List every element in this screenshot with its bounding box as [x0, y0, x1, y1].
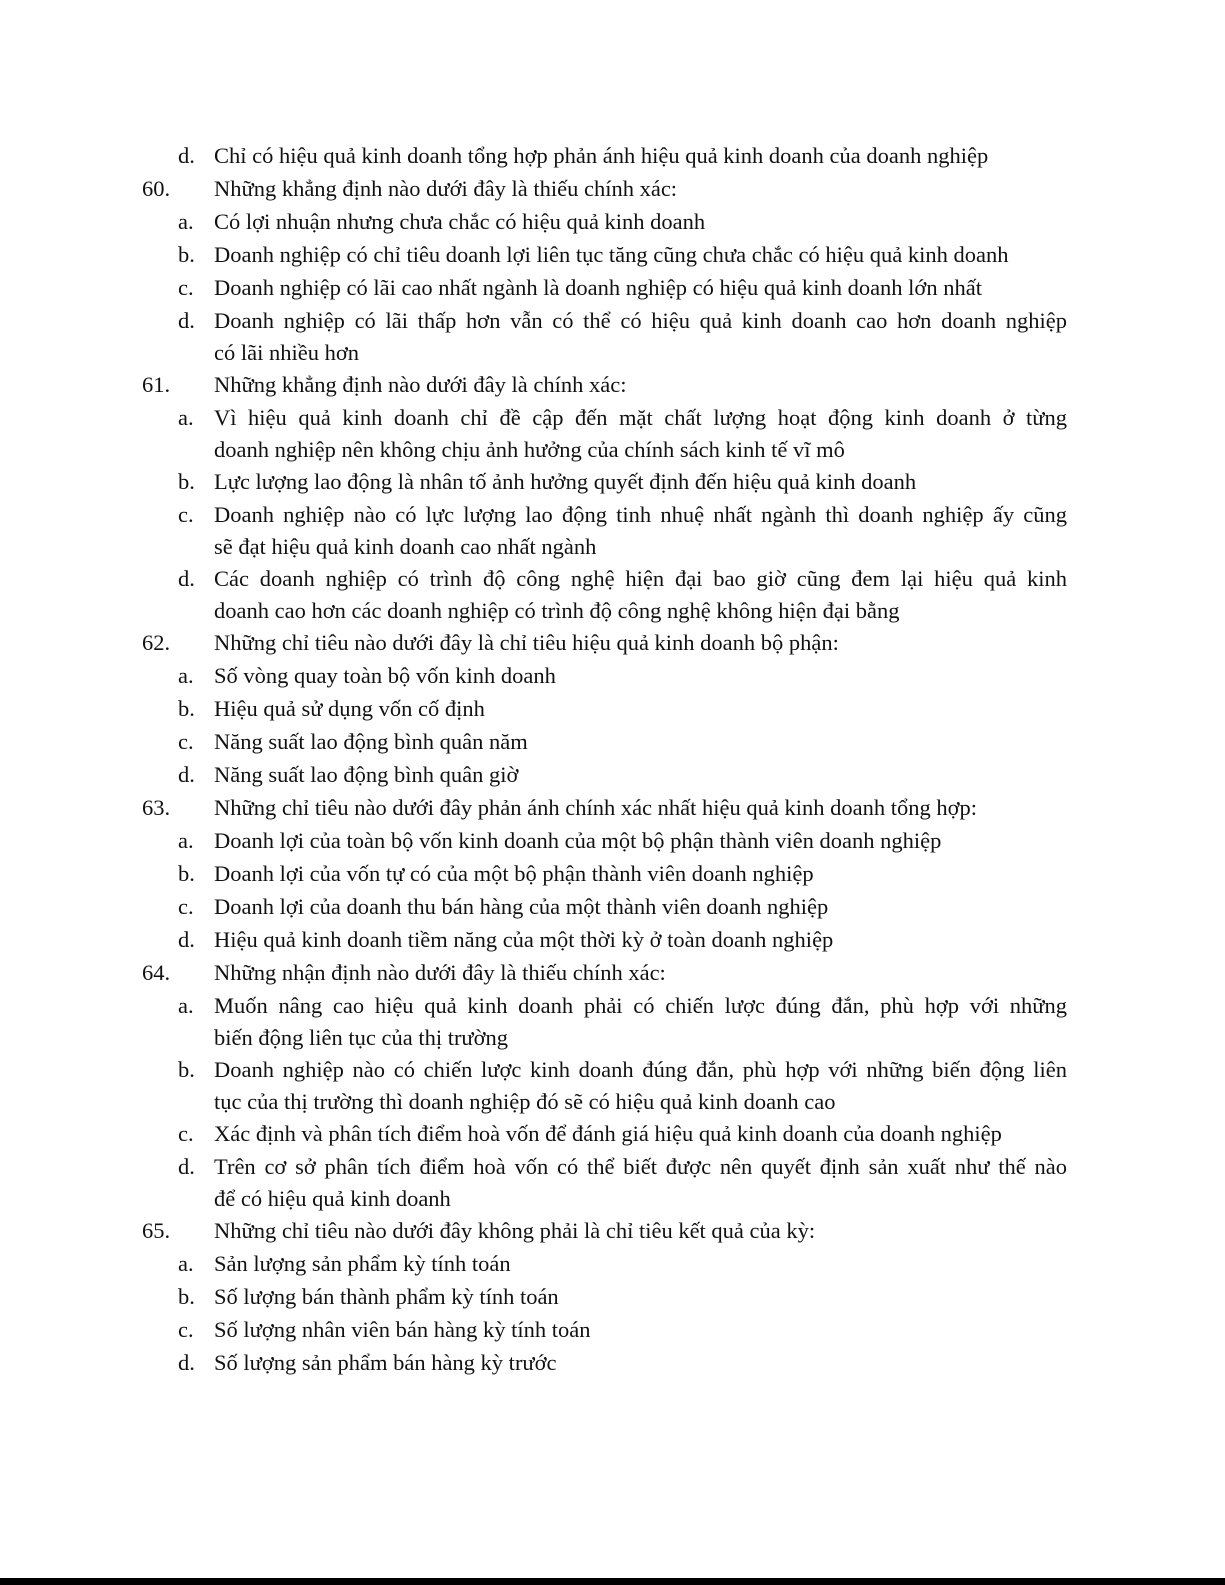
continuation-text: sẽ đạt hiệu quả kinh doanh cao nhất ngành [214, 534, 597, 559]
question-text: Những chỉ tiêu nào dưới đây không phải là chỉ tiêu kết quả của kỳ: [214, 1218, 816, 1243]
question-list [0, 139, 1225, 1379]
question-number: 62. [142, 630, 171, 655]
question-line [0, 1214, 1225, 1247]
continuation-text: biến động liên tục của thị trường [214, 1025, 509, 1050]
option-line [0, 465, 1225, 498]
option-letter: b. [178, 469, 195, 494]
continuation-line [0, 434, 1225, 465]
option-text: Vì hiệu quả kinh doanh chỉ đề cập đến mặt chất lượng hoạt động kinh doanh ở từng [214, 405, 1067, 430]
option-text: Số vòng quay toàn bộ vốn kinh doanh [214, 663, 556, 688]
option-letter: d. [178, 566, 195, 591]
option-text: Có lợi nhuận nhưng chưa chắc có hiệu quả kinh doanh [214, 209, 706, 234]
option-text: Các doanh nghiệp có trình độ công nghệ hiện đại bao giờ cũng đem lại hiệu quả kinh [214, 566, 1067, 591]
option-line [0, 562, 1225, 595]
option-text: Hiệu quả kinh doanh tiềm năng của một thời kỳ ở toàn doanh nghiệp [214, 927, 834, 952]
option-text: Doanh nghiệp nào có chiến lược kinh doanh đúng đắn, phù hợp với những biến động liên [214, 1057, 1067, 1082]
question-number: 64. [142, 960, 171, 985]
option-text: Doanh nghiệp có lãi thấp hơn vẫn có thể có hiệu quả kinh doanh cao hơn doanh nghiệp [214, 308, 1067, 333]
option-letter: c. [178, 894, 194, 919]
question-number: 60. [142, 176, 171, 201]
option-letter: d. [178, 1350, 195, 1375]
option-letter: a. [178, 1251, 194, 1276]
option-letter: a. [178, 828, 194, 853]
question-text: Những nhận định nào dưới đây là thiếu chính xác: [214, 960, 666, 985]
option-letter: a. [178, 993, 194, 1018]
option-text: Doanh lợi của vốn tự có của một bộ phận thành viên doanh nghiệp [214, 861, 814, 886]
option-letter: d. [178, 143, 195, 168]
question-line [0, 626, 1225, 659]
option-letter: c. [178, 1121, 194, 1146]
option-text: Doanh lợi của toàn bộ vốn kinh doanh của một bộ phận thành viên doanh nghiệp [214, 828, 942, 853]
continuation-text: để có hiệu quả kinh doanh [214, 1186, 451, 1211]
page-bottom-rule [0, 1578, 1225, 1585]
continuation-line [0, 1086, 1225, 1117]
continuation-text: có lãi nhiều hơn [214, 340, 359, 365]
option-line [0, 1313, 1225, 1346]
question-text: Những chỉ tiêu nào dưới đây là chỉ tiêu hiệu quả kinh doanh bộ phận: [214, 630, 839, 655]
option-text: Trên cơ sở phân tích điểm hoà vốn có thể biết được nên quyết định sản xuất như thế nào [214, 1154, 1067, 1179]
option-line [0, 1247, 1225, 1280]
question-text: Những khẳng định nào dưới đây là thiếu chính xác: [214, 176, 678, 201]
option-letter: d. [178, 927, 195, 952]
option-text: Năng suất lao động bình quân giờ [214, 762, 519, 787]
continuation-line [0, 1022, 1225, 1053]
option-line [0, 1150, 1225, 1183]
question-text: Những chỉ tiêu nào dưới đây phản ánh chính xác nhất hiệu quả kinh doanh tổng hợp: [214, 795, 978, 820]
option-text: Doanh nghiệp nào có lực lượng lao động tinh nhuệ nhất ngành thì doanh nghiệp ấy cũng [214, 502, 1067, 527]
continuation-line [0, 531, 1225, 562]
option-line [0, 271, 1225, 304]
option-letter: b. [178, 696, 195, 721]
question-line [0, 172, 1225, 205]
option-line [0, 758, 1225, 791]
continuation-line [0, 1183, 1225, 1214]
option-line [0, 890, 1225, 923]
option-text: Doanh nghiệp có lãi cao nhất ngành là doanh nghiệp có hiệu quả kinh doanh lớn nhất [214, 275, 982, 300]
question-number: 65. [142, 1218, 171, 1243]
option-letter: b. [178, 1057, 195, 1082]
question-number: 61. [142, 372, 171, 397]
option-line [0, 857, 1225, 890]
question-text: Những khẳng định nào dưới đây là chính xác: [214, 372, 627, 397]
option-line [0, 725, 1225, 758]
option-text: Xác định và phân tích điểm hoà vốn để đánh giá hiệu quả kinh doanh của doanh nghiệp [214, 1121, 1002, 1146]
option-letter: d. [178, 308, 195, 333]
option-line [0, 498, 1225, 531]
option-letter: c. [178, 729, 194, 754]
option-text: Muốn nâng cao hiệu quả kinh doanh phải có chiến lược đúng đắn, phù hợp với những [214, 993, 1067, 1018]
option-line [0, 139, 1225, 172]
option-text: Số lượng bán thành phẩm kỳ tính toán [214, 1284, 559, 1309]
option-letter: b. [178, 242, 195, 267]
option-text: Lực lượng lao động là nhân tố ảnh hưởng quyết định đến hiệu quả kinh doanh [214, 469, 917, 494]
option-text: Năng suất lao động bình quân năm [214, 729, 528, 754]
option-text: Hiệu quả sử dụng vốn cố định [214, 696, 485, 721]
option-line [0, 659, 1225, 692]
option-letter: c. [178, 275, 194, 300]
option-line [0, 304, 1225, 337]
option-line [0, 1346, 1225, 1379]
option-line [0, 692, 1225, 725]
continuation-line [0, 337, 1225, 368]
option-text: Doanh nghiệp có chỉ tiêu doanh lợi liên tục tăng cũng chưa chắc có hiệu quả kinh doanh [214, 242, 1009, 267]
option-letter: a. [178, 663, 194, 688]
option-letter: b. [178, 1284, 195, 1309]
question-line [0, 368, 1225, 401]
option-letter: c. [178, 1317, 194, 1342]
option-line [0, 923, 1225, 956]
continuation-text: tục của thị trường thì doanh nghiệp đó sẽ có hiệu quả kinh doanh cao [214, 1089, 836, 1114]
option-letter: a. [178, 209, 194, 234]
option-line [0, 989, 1225, 1022]
option-text: Số lượng nhân viên bán hàng kỳ tính toán [214, 1317, 591, 1342]
option-letter: b. [178, 861, 195, 886]
option-line [0, 1117, 1225, 1150]
option-letter: d. [178, 762, 195, 787]
option-text: Số lượng sản phẩm bán hàng kỳ trước [214, 1350, 557, 1375]
question-number: 63. [142, 795, 171, 820]
option-line [0, 238, 1225, 271]
option-text: Chỉ có hiệu quả kinh doanh tổng hợp phản ánh hiệu quả kinh doanh của doanh nghiệp [214, 143, 989, 168]
option-letter: d. [178, 1154, 195, 1179]
option-line [0, 401, 1225, 434]
option-line [0, 1280, 1225, 1313]
option-line [0, 205, 1225, 238]
continuation-text: doanh cao hơn các doanh nghiệp có trình độ công nghệ không hiện đại bằng [214, 598, 900, 623]
continuation-line [0, 595, 1225, 626]
question-line [0, 791, 1225, 824]
question-line [0, 956, 1225, 989]
option-text: Sản lượng sản phẩm kỳ tính toán [214, 1251, 511, 1276]
option-text: Doanh lợi của doanh thu bán hàng của một thành viên doanh nghiệp [214, 894, 829, 919]
option-line [0, 1053, 1225, 1086]
option-letter: a. [178, 405, 194, 430]
continuation-text: doanh nghiệp nên không chịu ảnh hưởng của chính sách kinh tế vĩ mô [214, 437, 845, 462]
option-letter: c. [178, 502, 194, 527]
option-line [0, 824, 1225, 857]
